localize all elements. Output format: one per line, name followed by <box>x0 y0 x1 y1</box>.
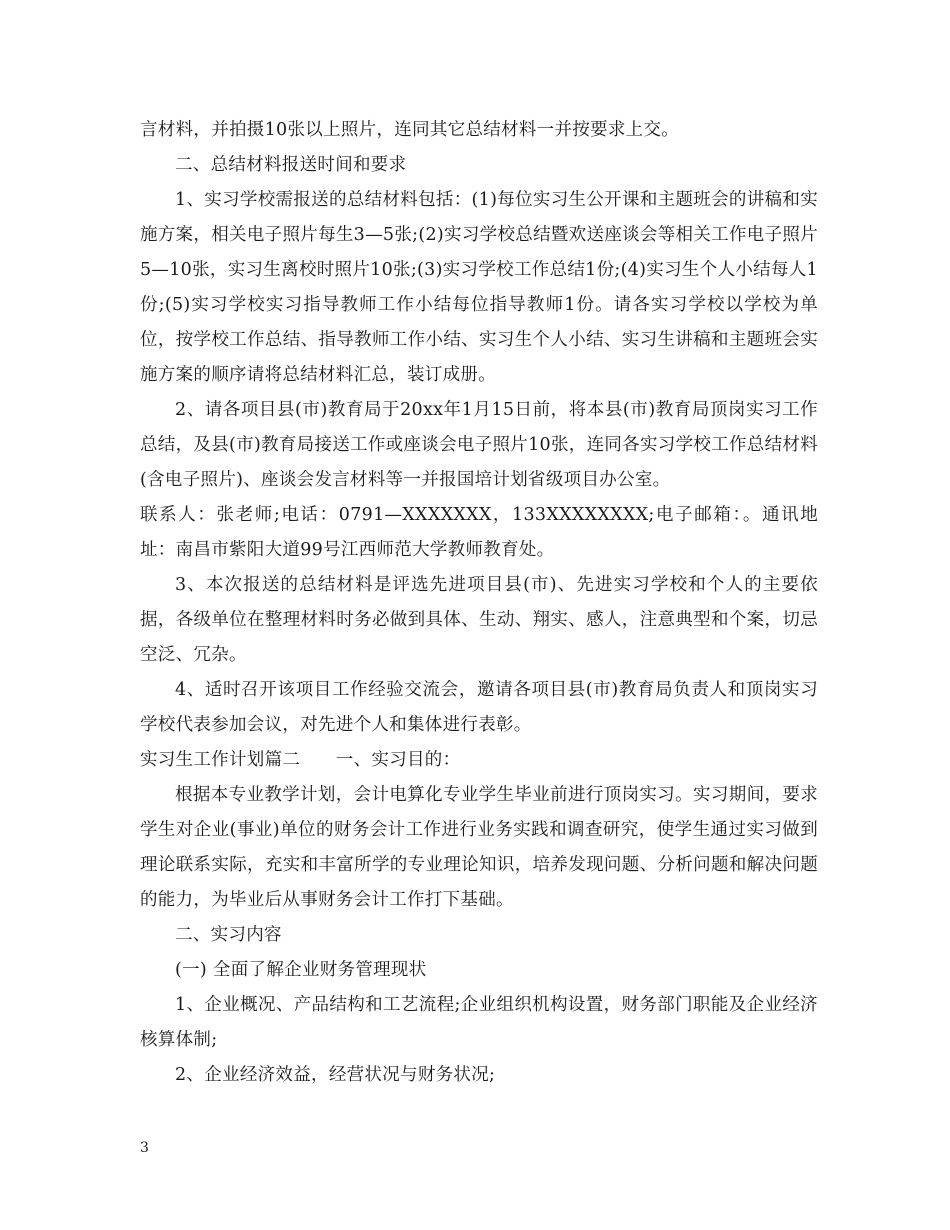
subheading-finance-status: (一) 全面了解企业财务管理现状 <box>175 960 427 980</box>
section-heading-content: 二、实习内容 <box>175 925 282 945</box>
paragraph-exchange-meeting: 4、适时召开该项目工作经验交流会，邀请各项目县(市)教育局负责人和顶岗实习学校代表参加会议，对先进个人和集体进行表彰。 <box>140 680 818 735</box>
section-heading-submission: 二、总结材料报送时间和要求 <box>175 155 407 175</box>
paragraph-enterprise-overview: 1、企业概况、产品结构和工艺流程;企业组织机构设置，财务部门职能及企业经济核算体制; <box>140 995 818 1050</box>
paragraph-county-report: 2、请各项目县(市)教育局于20xx年1月15日前，将本县(市)教育局顶岗实习工作总结，及县(市)教育局接送工作或座谈会电子照片10张，连同各实习学校工作总结材料(含电子照片)、座谈会发言材料等一并报国培计划省级项目办公室。 <box>140 400 818 490</box>
paragraph-internship-purpose: 根据本专业教学计划，会计电算化专业学生毕业前进行顶岗实习。实习期间，要求学生对企业(事业)单位的财务会计工作进行业务实践和调查研究，使学生通过实习做到理论联系实际，充实和丰富所学的专业理论知识，培养发现问题、分析问题和解决问题的能力，为毕业后从事财务会计工作打下基础。 <box>140 785 818 910</box>
paragraph-economic-benefit: 2、企业经济效益，经营状况与财务状况; <box>175 1065 496 1085</box>
document-body <box>140 113 818 1093</box>
paragraph-evaluation-basis: 3、本次报送的总结材料是评选先进项目县(市)、先进实习学校和个人的主要依据，各级单位在整理材料时务必做到具体、生动、翔实、感人，注意典型和个案，切忌空泛、冗杂。 <box>140 575 818 665</box>
section-heading-plan-two: 实习生工作计划篇二 一、实习目的： <box>140 750 461 770</box>
paragraph-1: 言材料，并拍摄10张以上照片，连同其它总结材料一并按要求上交。 <box>140 120 680 140</box>
paragraph-contact: 联系人：张老师;电话：0791—XXXXXXX，133XXXXXXXX;电子邮箱：。通讯地址：南昌市紫阳大道99号江西师范大学教师教育处。 <box>140 505 818 560</box>
page-number: 3 <box>140 1140 149 1156</box>
paragraph-materials-list: 1、实习学校需报送的总结材料包括：(1)每位实习生公开课和主题班会的讲稿和实施方案，相关电子照片每生3—5张;(2)实习学校总结暨欢送座谈会等相关工作电子照片5—10张，实习生离校时照片10张;(3)实习学校工作总结1份;(4)实习生个人小结每人1份;(5)实习学校实习指导教师工作小结每位指导教师1份。请各实习学校以学校为单位，按学校工作总结、指导教师工作小结、实习生个人小结、实习生讲稿和主题班会实施方案的顺序请将总结材料汇总，装订成册。 <box>140 190 818 385</box>
